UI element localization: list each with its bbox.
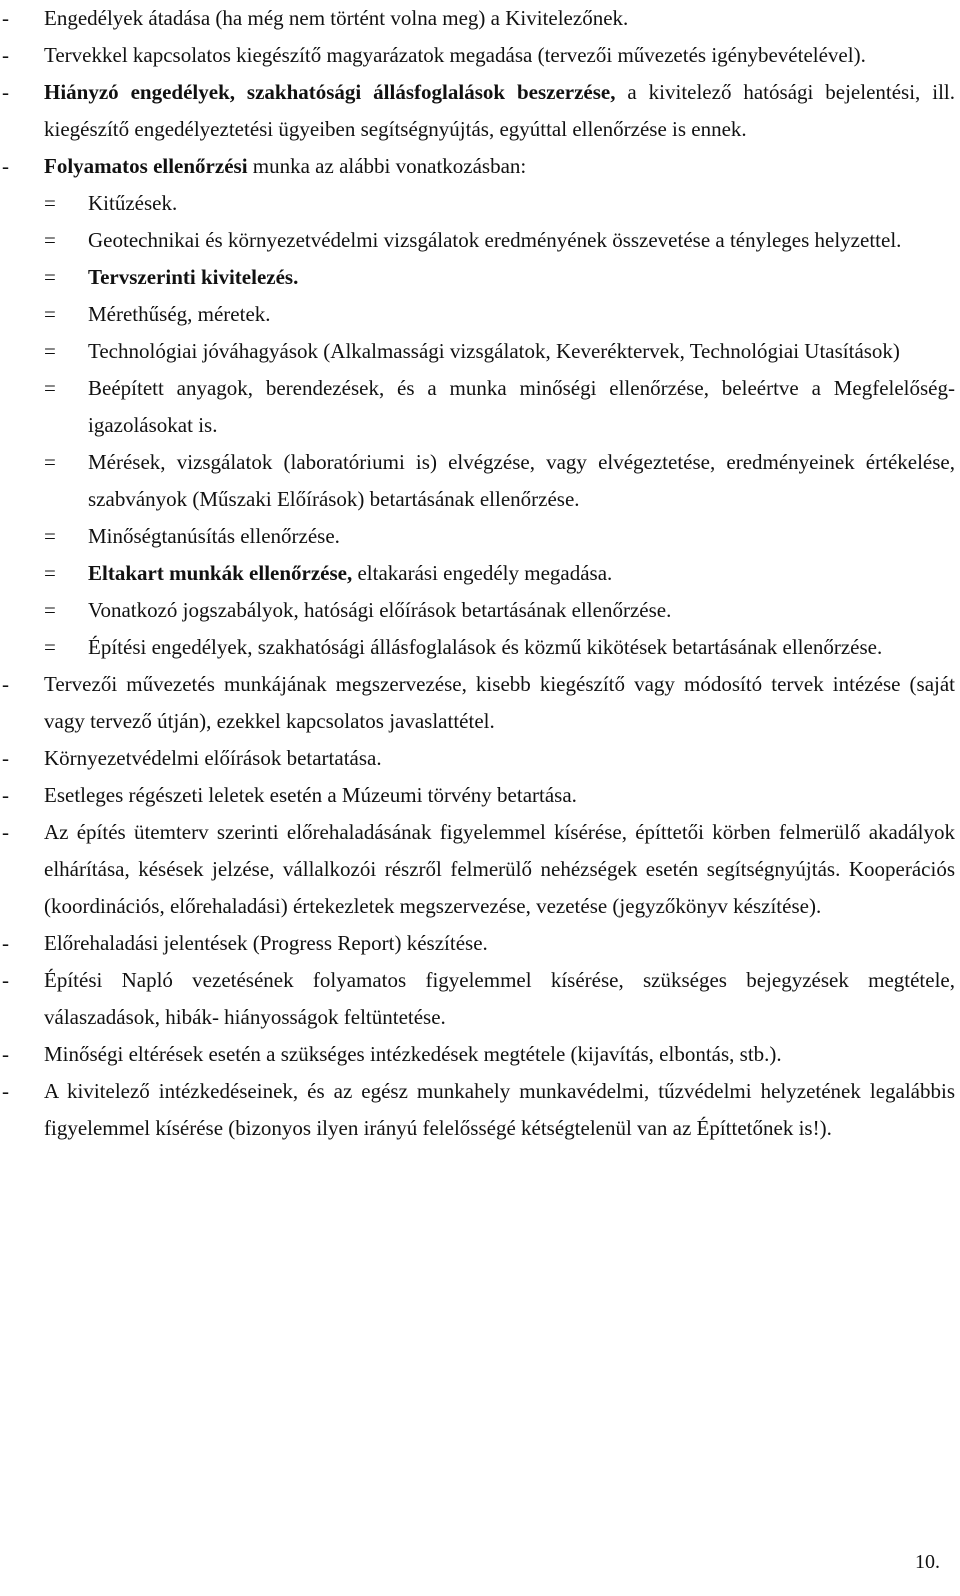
list-item: [0, 1073, 955, 1147]
equals-bullet: =: [44, 561, 56, 585]
equals-bullet: =: [44, 524, 56, 548]
list-item: [0, 925, 955, 962]
item-text: Környezetvédelmi előírások betartatása.: [44, 746, 382, 770]
dash-bullet: -: [2, 931, 9, 955]
page-number: 10.: [915, 1551, 940, 1573]
list-item: [0, 962, 955, 1036]
item-text: Beépített anyagok, berendezések, és a munka minőségi ellenőrzése, beleértve a Megfelelőség- igazolásokat is.: [88, 376, 955, 437]
dash-bullet: -: [2, 968, 9, 992]
dash-bullet: -: [2, 820, 9, 844]
equals-bullet: =: [44, 339, 56, 363]
item-text: Építési Napló vezetésének folyamatos figyelemmel kísérése, szükséges bejegyzések megtétele, válaszadások, hibák- hiányosságok feltüntetése.: [44, 968, 955, 1029]
sub-list-item: [0, 629, 955, 666]
equals-bullet: =: [44, 265, 56, 289]
bold-text: Tervszerinti kivitelezés.: [88, 265, 299, 289]
equals-bullet: =: [44, 376, 56, 400]
item-text: Minőségtanúsítás ellenőrzése.: [88, 524, 340, 548]
list-item: [0, 74, 955, 148]
item-text: Technológiai jóváhagyások (Alkalmassági vizsgálatok, Keveréktervek, Technológiai Utasítások): [88, 339, 900, 363]
item-text: Geotechnikai és környezetvédelmi vizsgálatok eredményének összevetése a tényleges helyzettel.: [88, 228, 902, 252]
equals-bullet: =: [44, 450, 56, 474]
sub-list-item: [0, 370, 955, 444]
list-item: [0, 1036, 955, 1073]
dash-bullet: -: [2, 80, 9, 104]
equals-bullet: =: [44, 228, 56, 252]
sub-list-item: [0, 259, 955, 296]
sub-list-item: [0, 333, 955, 370]
item-text: Engedélyek átadása (ha még nem történt volna meg) a Kivitelezőnek.: [44, 6, 629, 30]
equals-bullet: =: [44, 635, 56, 659]
dash-bullet: -: [2, 154, 9, 178]
list-item: [0, 0, 955, 37]
item-text: Vonatkozó jogszabályok, hatósági előírások betartásának ellenőrzése.: [88, 598, 672, 622]
bold-text: Hiányzó engedélyek, szakhatósági állásfoglalások beszerzése,: [44, 80, 616, 104]
dash-bullet: -: [2, 783, 9, 807]
item-text: Kitűzések.: [88, 191, 178, 215]
sub-list-item: [0, 444, 955, 518]
list-item: [0, 740, 955, 777]
list-item: [0, 777, 955, 814]
dash-bullet: -: [2, 672, 9, 696]
item-text: munka az alábbi vonatkozásban:: [247, 154, 527, 178]
item-text: Mérések, vizsgálatok (laboratóriumi is) elvégzése, vagy elvégeztetése, eredményeinek értékelése, szabványok (Műszaki Előírások) betartásának ellenőrzése.: [88, 450, 955, 511]
item-text: Minőségi eltérések esetén a szükséges intézkedések megtétele (kijavítás, elbontás, stb.).: [44, 1042, 782, 1066]
list-item: [0, 814, 955, 925]
item-text: eltakarási engedély megadása.: [352, 561, 613, 585]
item-text: Építési engedélyek, szakhatósági állásfoglalások és közmű kikötések betartásának ellenőrzése.: [88, 635, 883, 659]
item-text: Esetleges régészeti leletek esetén a Múzeumi törvény betartása.: [44, 783, 577, 807]
sub-list-item: [0, 518, 955, 555]
sub-list-item: [0, 555, 955, 592]
equals-bullet: =: [44, 302, 56, 326]
bold-text: Folyamatos ellenőrzési: [44, 154, 248, 178]
sub-list-item: [0, 185, 955, 222]
item-text: Mérethűség, méretek.: [88, 302, 271, 326]
sub-list-item: [0, 222, 955, 259]
dash-bullet: -: [2, 746, 9, 770]
list-item: [0, 37, 955, 74]
item-text: Előrehaladási jelentések (Progress Report) készítése.: [44, 931, 488, 955]
dash-bullet: -: [2, 43, 9, 67]
item-text: a kivitelező hatósági bejelentési, ill. kiegészítő engedélyeztetési ügyeiben segítségnyújtás, egyúttal ellenőrzése is ennek.: [44, 80, 955, 141]
list-item: [0, 666, 955, 740]
item-text: Az építés ütemterv szerinti előrehaladásának figyelemmel kísérése, építtetői körben felmerülő akadályok elhárítása, késések jelzése, vállalkozói részről felmerülő nehézségek esetén segítségnyújtás. Kooperációs (koordinációs, előrehaladási) értekezletek megszervezése, vezetése (jegyzőkönyv készítése).: [44, 820, 955, 918]
list-item: [0, 148, 955, 185]
dash-bullet: -: [2, 1079, 9, 1103]
item-text: Tervezői művezetés munkájának megszervezése, kisebb kiegészítő vagy módosító tervek intézése (saját vagy tervező útján), ezekkel kapcsolatos javaslattétel.: [44, 672, 955, 733]
sub-list-item: [0, 296, 955, 333]
sub-list-item: [0, 592, 955, 629]
equals-bullet: =: [44, 191, 56, 215]
dash-bullet: -: [2, 6, 9, 30]
equals-bullet: =: [44, 598, 56, 622]
bold-text: Eltakart munkák ellenőrzése,: [88, 561, 353, 585]
item-text: Tervekkel kapcsolatos kiegészítő magyarázatok megadása (tervezői művezetés igénybevételével).: [44, 43, 866, 67]
item-text: A kivitelező intézkedéseinek, és az egész munkahely munkavédelmi, tűzvédelmi helyzetének legalábbis figyelemmel kísérése (bizonyos ilyen irányú felelősségé kétségtelenül van az Építtetőnek is!).: [44, 1079, 955, 1140]
dash-bullet: -: [2, 1042, 9, 1066]
